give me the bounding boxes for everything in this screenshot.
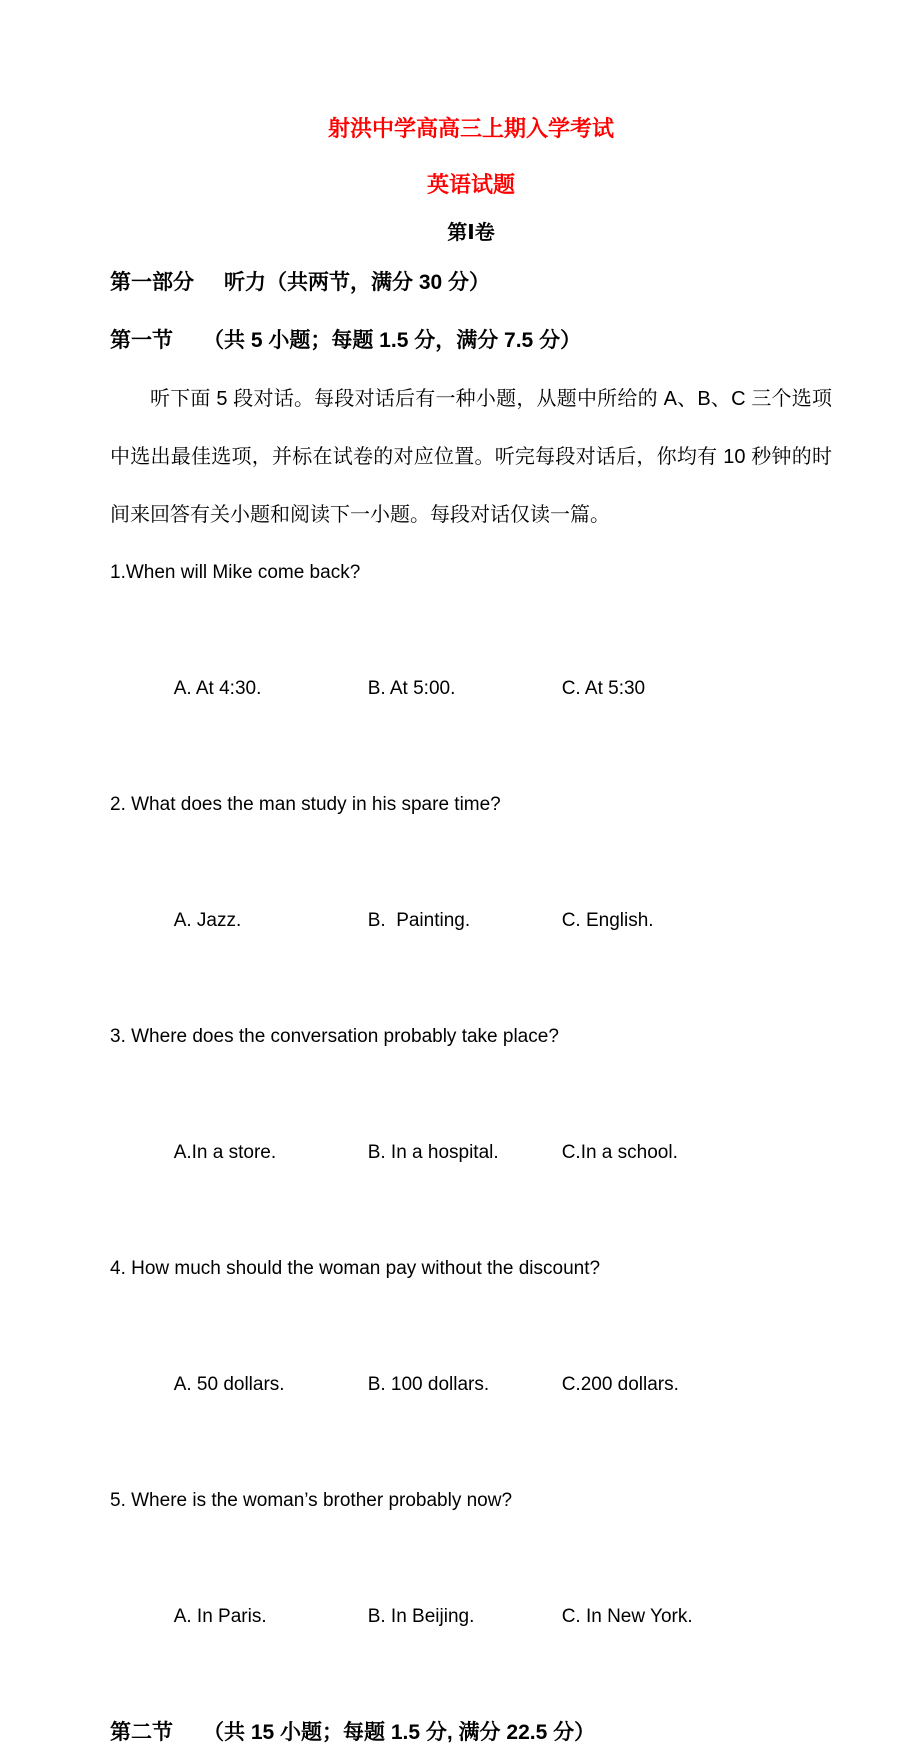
option-a: A. In Paris.	[173, 1606, 267, 1627]
question-options	[110, 602, 832, 776]
option-b: B. In a hospital.	[367, 1142, 499, 1163]
question-2	[110, 776, 832, 1008]
option-a: A.In a store.	[173, 1142, 277, 1163]
section1-heading	[110, 312, 832, 370]
question-options	[110, 1066, 832, 1240]
question-4	[110, 1240, 832, 1472]
question-options	[110, 834, 832, 1008]
option-a: A. 50 dollars.	[173, 1374, 285, 1395]
question-text: 2. What does the man study in his spare time?	[110, 794, 501, 815]
option-b: B. Painting.	[367, 910, 471, 931]
option-c: C.200 dollars.	[561, 1374, 679, 1395]
question-options	[110, 1530, 832, 1704]
option-b: B. At 5:00.	[367, 678, 456, 699]
question-5	[110, 1472, 832, 1704]
volume-heading: 第Ⅰ卷	[447, 222, 495, 244]
option-a: A. At 4:30.	[173, 678, 262, 699]
part1-heading	[110, 254, 832, 312]
option-c: C. At 5:30	[561, 678, 646, 699]
question-3	[110, 1008, 832, 1240]
option-a: A. Jazz.	[173, 910, 242, 931]
listening-instructions: 听下面 5 段对话。每段对话后有一种小题，从题中所给的 A、B、C 三个选项中选出最佳选项，并标在试卷的对应位置。听完每段对话后，你均有 10 秒钟的时间来回答有关小题和阅读下一小题。每段对话仅读一篇。	[110, 388, 832, 526]
question-1	[110, 544, 832, 776]
part1-detail: 听力（共两节，满分 30 分）	[224, 271, 491, 294]
part1-label: 第一部分	[110, 271, 194, 294]
section2-heading	[110, 1704, 832, 1762]
option-b: B. 100 dollars.	[367, 1374, 490, 1395]
question-options	[110, 1298, 832, 1472]
section1-label: 第一节	[110, 329, 173, 352]
option-c: C. English.	[561, 910, 654, 931]
exam-subtitle: 英语试题	[426, 172, 515, 197]
question-text: 1.When will Mike come back?	[110, 562, 361, 583]
section2-label: 第二节	[110, 1721, 173, 1744]
option-c: C.In a school.	[561, 1142, 678, 1163]
question-text: 4. How much should the woman pay without the discount?	[110, 1258, 601, 1279]
question-text: 3. Where does the conversation probably take place?	[110, 1026, 559, 1047]
section1-detail: （共 5 小题；每题 1.5 分，满分 7.5 分）	[203, 329, 582, 352]
option-b: B. In Beijing.	[367, 1606, 475, 1627]
exam-title: 射洪中学高高三上期入学考试	[327, 116, 614, 141]
option-c: C. In New York.	[561, 1606, 693, 1627]
section2-detail: （共 15 小题；每题 1.5 分, 满分 22.5 分）	[203, 1721, 596, 1744]
question-text: 5. Where is the woman’s brother probably now?	[110, 1490, 513, 1511]
